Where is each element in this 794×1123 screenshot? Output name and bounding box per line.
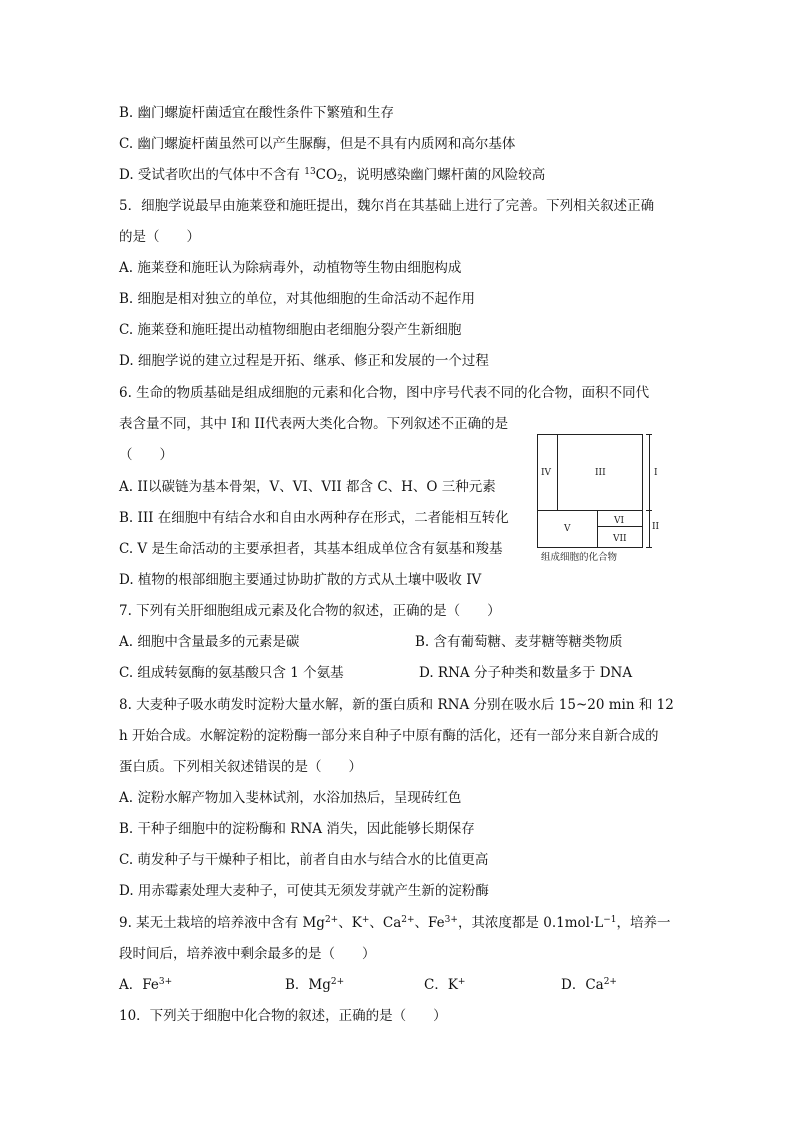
q4-option-c: C. 幽门螺旋杆菌虽然可以产生脲酶，但是不具有内质网和高尔基体	[119, 136, 516, 152]
q4-option-b: B. 幽门螺旋杆菌适宜在酸性条件下繁殖和生存	[119, 105, 395, 121]
q4-option-d-post: ，说明感染幽门螺杆菌的风险较高	[342, 167, 546, 183]
ca-charge: 2+	[401, 915, 415, 925]
q7-option-c: C. 组成转氨酶的氨基酸只含 1 个氨基	[119, 665, 344, 681]
q8-option-b: B. 干种子细胞中的淀粉酶和 RNA 消失，因此能够长期保存	[119, 821, 475, 837]
q9-stem-end: ，培养一	[616, 915, 671, 931]
bracket-line	[649, 434, 650, 548]
q6-stem-line1: 6. 生命的物质基础是组成细胞的元素和化合物，图中序号代表不同的化合物，面积不同代	[119, 385, 650, 401]
divider-iv-iii	[557, 434, 558, 511]
q6-stem-line3: （ ）	[119, 447, 173, 463]
q4-option-d-pre: D. 受试者吹出的气体中不含有	[119, 167, 305, 183]
label-vii: VII	[613, 534, 627, 544]
bracket-tick-mid	[646, 510, 652, 511]
q4-option-d	[119, 165, 545, 185]
label-vi: VI	[614, 516, 625, 526]
q9-option-d-text: D．Ca	[561, 977, 604, 993]
q5-option-d: D. 细胞学说的建立过程是开拓、继承、修正和发展的一个过程	[119, 353, 489, 369]
q8-option-a: A. 淀粉水解产物加入斐林试剂，水浴加热后，呈现砖红色	[119, 790, 462, 806]
q8-option-d: D. 用赤霉素处理大麦种子，可使其无须发芽就产生新的淀粉酶	[119, 883, 489, 899]
bracket-tick-top	[646, 434, 652, 435]
q9-stem-pre: 9. 某无土栽培的培养液中含有 Mg	[119, 915, 325, 931]
co2-subscript: 2	[337, 174, 343, 184]
mg-charge: 2+	[324, 915, 339, 925]
q5-stem-line1: 5．细胞学说最早由施莱登和施旺提出，魏尔肖在其基础上进行了完善。下列相关叙述正确	[119, 198, 655, 214]
label-v: V	[564, 524, 571, 534]
compounds-area-diagram	[537, 434, 665, 566]
q9-option-c-charge: +	[457, 977, 466, 987]
q7-option-b: B. 含有葡萄糖、麦芽糖等糖类物质	[415, 634, 623, 650]
figure-caption: 组成细胞的化合物	[541, 552, 618, 563]
label-i: I	[654, 468, 658, 478]
q6-option-c: C. V 是生命活动的主要承担者，其基本组成单位含有氨基和羧基	[119, 541, 503, 557]
q8-stem-line3: 蛋白质。下列相关叙述错误的是（ ）	[119, 759, 362, 775]
q9-option-d-charge: 2+	[603, 977, 617, 987]
q9-stem-line2: 段时间后，培养液中剩余最多的是（ ）	[119, 946, 376, 962]
label-iv: IV	[541, 468, 552, 478]
q9-option-a-text: A．Fe	[119, 977, 159, 993]
q9-option-b-text: B．Mg	[285, 977, 331, 993]
label-ii: II	[652, 522, 660, 532]
q9-option-a	[119, 975, 172, 995]
q9-option-d	[561, 975, 617, 995]
q8-stem-line2: h 开始合成。水解淀粉的淀粉酶一部分来自种子中原有酶的活化，还有一部分来自新合成的	[119, 728, 659, 744]
q9-option-b	[285, 975, 344, 995]
k-charge: +	[361, 915, 370, 925]
q9-option-a-charge: 3+	[158, 977, 173, 987]
q9-sep2: 、Ca	[369, 915, 402, 931]
q8-option-c: C. 萌发种子与干燥种子相比，前者自由水与结合水的比值更高	[119, 852, 489, 868]
co-text: CO	[315, 167, 338, 183]
q9-stem-line1	[119, 913, 670, 933]
region-ii-box	[537, 510, 643, 548]
q6-option-b: B. III 在细胞中有结合水和自由水两种存在形式，二者能相互转化	[119, 510, 509, 526]
q6-option-d: D. 植物的根部细胞主要通过协助扩散的方式从土壤中吸收 IV	[119, 572, 482, 588]
q7-option-d: D. RNA 分子种类和数量多于 DNA	[419, 665, 633, 681]
region-i-box	[537, 434, 643, 511]
q5-option-b: B. 细胞是相对独立的单位，对其他细胞的生命活动不起作用	[119, 291, 476, 307]
bracket-tick-bottom	[646, 547, 652, 548]
label-iii: III	[595, 468, 606, 478]
q5-stem-line2: 的是（ ）	[119, 229, 200, 245]
q5-option-c: C. 施莱登和施旺提出动植物细胞由老细胞分裂产生新细胞	[119, 322, 462, 338]
q7-stem: 7. 下列有关肝细胞组成元素及化合物的叙述，正确的是（ ）	[119, 603, 501, 619]
q9-sep3: 、Fe	[414, 915, 445, 931]
q6-option-a: A. II以碳链为基本骨架，V、VI、VII 都含 C、H、O 三种元素	[119, 479, 496, 495]
q9-option-c-text: C．K	[424, 977, 458, 993]
q9-option-b-charge: 2+	[330, 977, 345, 987]
isotope-superscript: 13	[304, 167, 316, 177]
q9-option-c	[424, 975, 465, 995]
q9-stem-post: ，其浓度都是 0.1mol·L	[457, 915, 604, 931]
divider-vi-vii	[597, 526, 643, 527]
q5-option-a: A. 施莱登和施旺认为除病毒外，动植物等生物由细胞构成	[119, 260, 462, 276]
q6-stem-line2: 表含量不同，其中 I和 II代表两大类化合物。下列叙述不正确的是	[119, 416, 509, 432]
unit-exponent: −1	[603, 915, 617, 925]
q9-sep1: 、K	[338, 915, 362, 931]
q10-stem: 10．下列关于细胞中化合物的叙述，正确的是（ ）	[119, 1008, 447, 1024]
divider-v-vi	[597, 510, 598, 548]
q8-stem-line1: 8. 大麦种子吸水萌发时淀粉大量水解，新的蛋白质和 RNA 分别在吸水后 15~20 min 和 12	[119, 697, 674, 713]
q7-option-a: A. 细胞中含量最多的元素是碳	[119, 634, 300, 650]
fe-charge: 3+	[444, 915, 458, 925]
